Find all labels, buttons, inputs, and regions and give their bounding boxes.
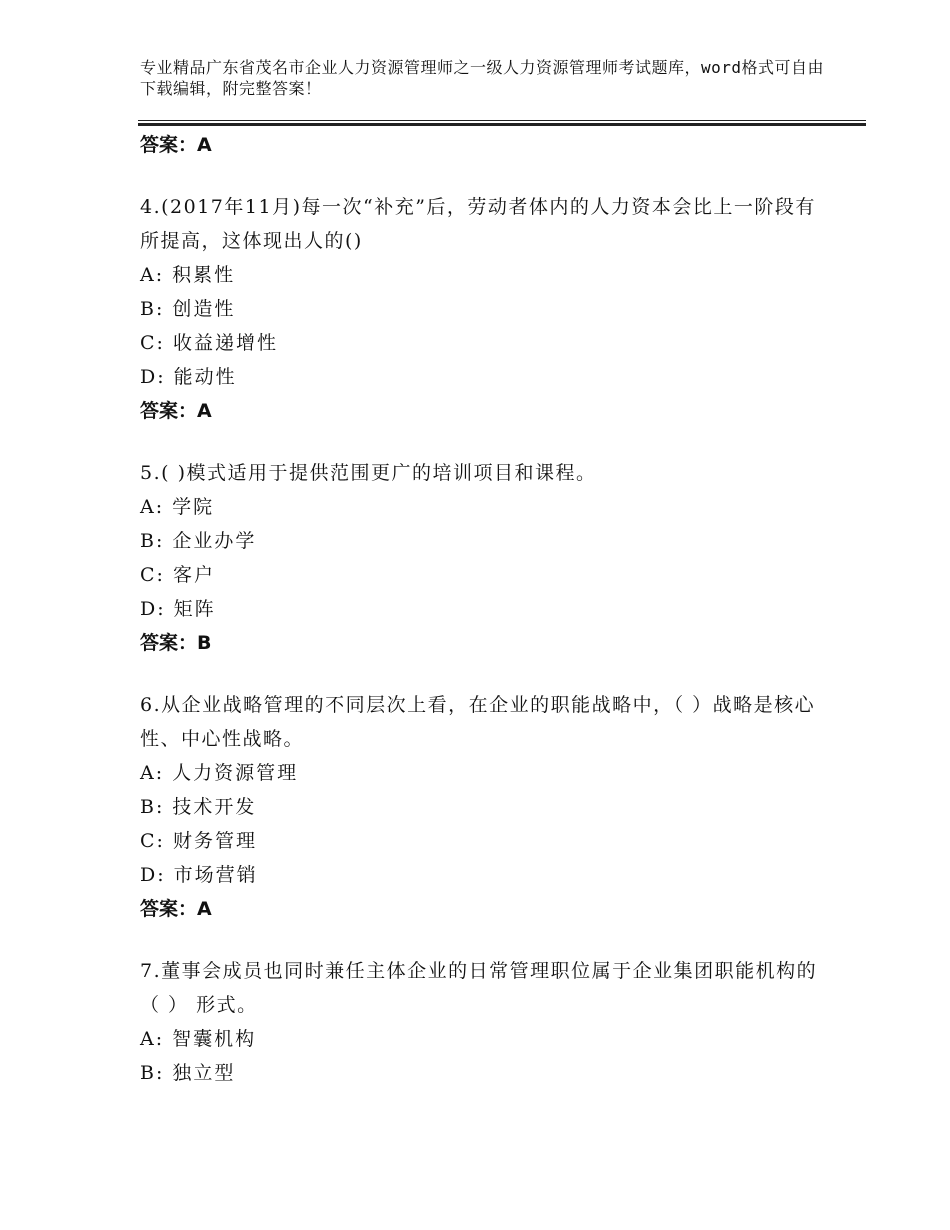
- question-4: [140, 190, 820, 428]
- question-stem: 5.( )模式适用于提供范围更广的培训项目和课程。: [140, 462, 597, 484]
- answer: 答案：A: [140, 898, 212, 920]
- option-d: D: 市场营销: [140, 864, 258, 886]
- option-b: B: 创造性: [140, 298, 236, 320]
- option-a: A: 智囊机构: [140, 1028, 257, 1050]
- option-b: B: 技术开发: [140, 796, 257, 818]
- option-a: A: 人力资源管理: [140, 762, 299, 784]
- option-a: A: 积累性: [140, 264, 236, 286]
- question-list: [140, 128, 820, 1118]
- option-d: D: 矩阵: [140, 598, 216, 620]
- answer: 答案：B: [140, 632, 212, 654]
- previous-answer: 答案：A: [140, 134, 212, 156]
- question-stem: 4.(2017年11月)每一次“补充”后，劳动者体内的人力资本会比上一阶段有所提高，这体现出人的(): [140, 196, 816, 252]
- question-5: [140, 456, 820, 660]
- question-stem: 7.董事会成员也同时兼任主体企业的日常管理职位属于企业集团职能机构的（ ） 形式。: [140, 960, 818, 1016]
- option-c: C: 客户: [140, 564, 215, 586]
- question-6: [140, 688, 820, 926]
- option-b: B: 企业办学: [140, 530, 257, 552]
- option-c: C: 收益递增性: [140, 332, 278, 354]
- option-b: B: 独立型: [140, 1062, 236, 1084]
- question-7: [140, 954, 820, 1090]
- answer: 答案：A: [140, 400, 212, 422]
- document-header: 专业精品广东省茂名市企业人力资源管理师之一级人力资源管理师考试题库，word格式可自由下载编辑，附完整答案！: [140, 58, 825, 98]
- header-divider: [138, 120, 866, 126]
- question-stem: 6.从企业战略管理的不同层次上看，在企业的职能战略中，（ ）战略是核心性、中心性战略。: [140, 694, 816, 750]
- option-d: D: 能动性: [140, 366, 237, 388]
- option-c: C: 财务管理: [140, 830, 257, 852]
- option-a: A: 学院: [140, 496, 215, 518]
